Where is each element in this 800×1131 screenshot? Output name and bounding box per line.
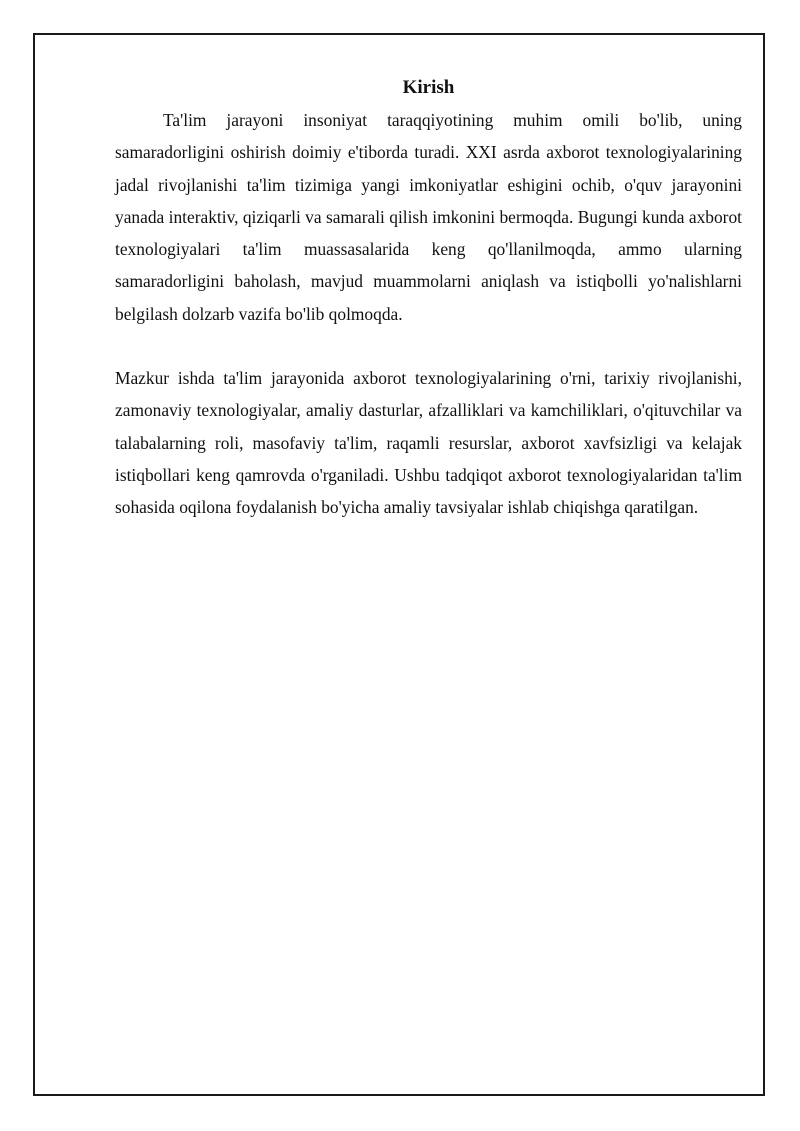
paragraph-scope: Mazkur ishda ta'lim jarayonida axborot texnologiyalarining o'rni, tarixiy rivojlanishi, zamonaviy texnologiyalar, amaliy dasturlar, afzalliklari va kamchiliklari, o'qituvchilar va talabalarning roli, masofaviy ta'lim, raqamli resurslar, axborot xavfsizligi va kelajak istiqbollari keng qamrovda o'rganiladi. Ushbu tadqiqot axborot texnologiyalaridan ta'lim sohasida oqilona foydalanish bo'yicha amaliy tavsiyalar ishlab chiqishga qaratilgan. [115, 368, 742, 518]
paragraph-spacer [115, 330, 742, 362]
document-body [115, 72, 742, 524]
paragraph-intro: Ta'lim jarayoni insoniyat taraqqiyotining muhim omili bo'lib, uning samaradorligini oshirish doimiy e'tiborda turadi. XXI asrda axborot texnologiyalarining jadal rivojlanishi ta'lim tizimiga yangi imkoniyatlar eshigini ochib, o'quv jarayonini yanada interaktiv, qiziqarli va samarali qilish imkonini bermoqda. Bugungi kunda axborot texnologiyalari ta'lim muassasalarida keng qo'llanilmoqda, ammo ularning samaradorligini baholash, mavjud muammolarni aniqlash va istiqbolli yo'nalishlarni belgilash dolzarb vazifa bo'lib qolmoqda. [115, 110, 742, 324]
document-title: Kirish [402, 77, 455, 98]
